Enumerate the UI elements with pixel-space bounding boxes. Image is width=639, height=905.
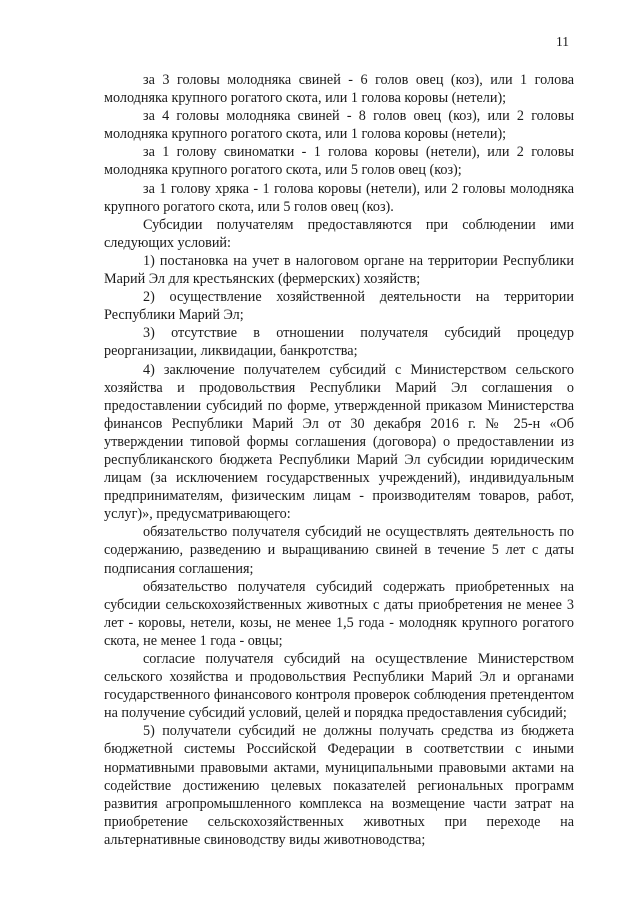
paragraph: за 1 голову свиноматки - 1 голова коровы (нетели), или 2 головы молодняка крупного рогатого скота, или 5 голов овец (коз); — [104, 144, 574, 179]
paragraph: за 3 головы молодняка свиней - 6 голов овец (коз), или 1 голова молодняка крупного рогатого скота, или 1 голова коровы (нетели); — [104, 72, 574, 107]
condition-2: 2) осуществление хозяйственной деятельности на территории Республики Марий Эл; — [104, 289, 574, 324]
condition-4: 4) заключение получателем субсидий с Министерством сельского хозяйства и продовольствия Республики Марий Эл соглашения о предоставлении субсидий по форме, утвержденной приказом Министерства финансов Республики Марий Эл от 30 декабря 2016 г. № 25-н «Об утверждении типовой формы соглашения (договора) о предоставлении из республиканского бюджета Республики Марий Эл субсидии юридическим лицам (за исключением государственных учреждений), индивидуальным предпринимателям, физическим лицам - производителям товаров, работ, услуг)», предусматривающего: — [104, 361, 574, 523]
condition-3: 3) отсутствие в отношении получателя субсидий процедур реорганизации, ликвидации, банкротства; — [104, 325, 574, 360]
paragraph: Субсидии получателям предоставляются при соблюдении ими следующих условий: — [104, 216, 574, 251]
obligation-item: обязательство получателя субсидий не осуществлять деятельность по содержанию, разведению и выращиванию свиней в течение 5 лет с даты подписания соглашения; — [104, 524, 574, 577]
paragraph: за 4 головы молодняка свиней - 8 голов овец (коз), или 2 головы молодняка крупного рогатого скота, или 1 голова коровы (нетели); — [104, 108, 574, 143]
document-body — [104, 71, 574, 849]
paragraph: за 1 голову хряка - 1 голова коровы (нетели), или 2 головы молодняка крупного рогатого скота, или 5 голов овец (коз). — [104, 180, 574, 215]
obligation-item: обязательство получателя субсидий содержать приобретенных на субсидии сельскохозяйственных животных с даты приобретения не менее 3 лет - коровы, нетели, козы, не менее 1,5 года - молодняк крупного рогатого скота, не менее 1 года - овцы; — [104, 578, 574, 649]
consent-item: согласие получателя субсидий на осуществление Министерством сельского хозяйства и продовольствия Республики Марий Эл и органами государственного финансового контроля проверок соблюдения претендентом на получение субсидий условий, целей и порядка предоставления субсидий; — [104, 651, 574, 722]
page-number: 11 — [556, 34, 569, 49]
condition-5: 5) получатели субсидий не должны получать средства из бюджета бюджетной системы Российской Федерации в соответствии с иными нормативными правовыми актами, муниципальными правовыми актами на содействие достижению целевых показателей региональных программ развития агропромышленного комплекса на возмещение части затрат на приобретение сельскохозяйственных животных при переходе на альтернативные свиноводству виды животноводства; — [104, 723, 574, 848]
condition-1: 1) постановка на учет в налоговом органе на территории Республики Марий Эл для крестьянских (фермерских) хозяйств; — [104, 252, 574, 288]
